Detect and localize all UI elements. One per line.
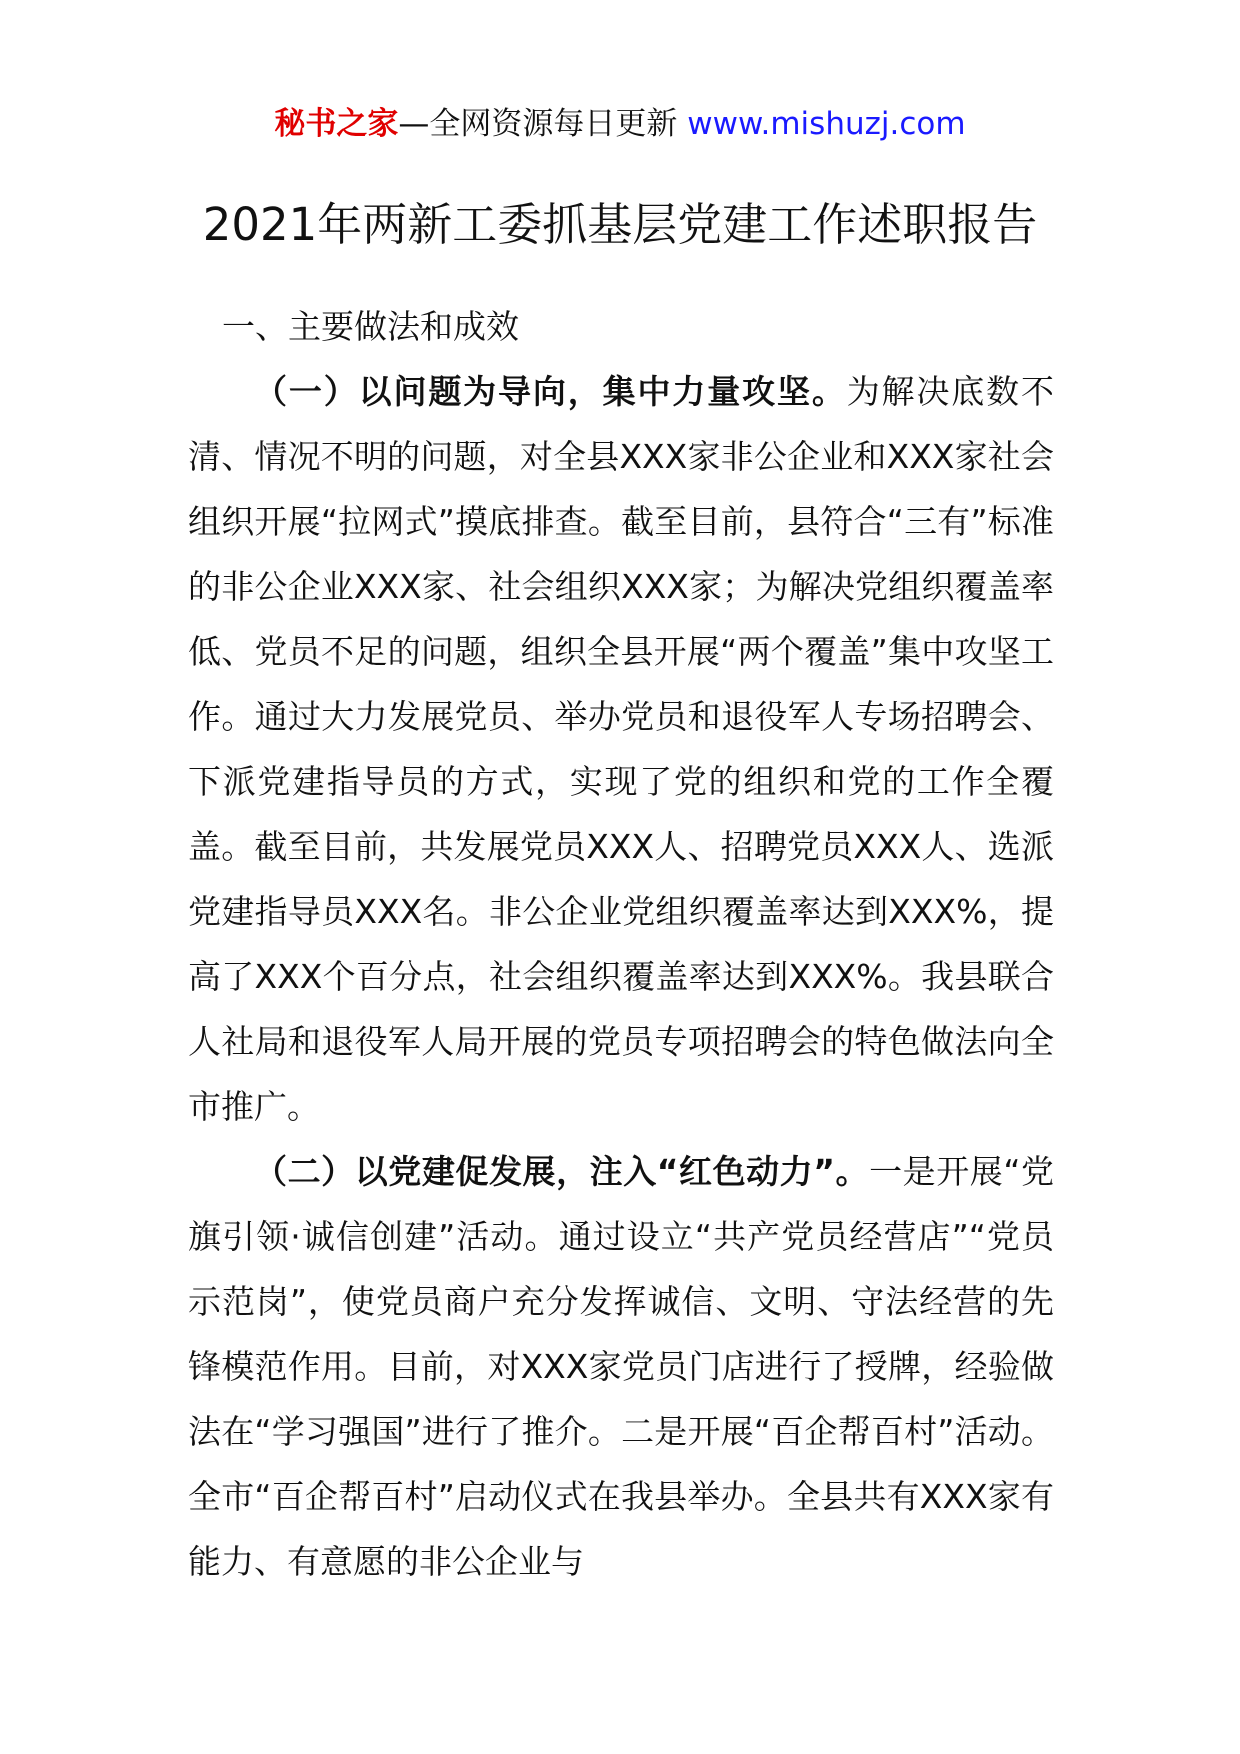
- document-body: [188, 294, 1054, 1594]
- site-header: [0, 100, 1240, 148]
- paragraph-2-lead: （二）以党建促发展，注入“红色动力”。: [254, 1152, 870, 1191]
- paragraph-1: [188, 359, 1054, 1139]
- paragraph-2-text: 一是开展“党旗引领·诚信创建”活动。通过设立“共产党员经营店”“党员示范岗”，使党员商户充分发挥诚信、文明、守法经营的先锋模范作用。目前，对XXX家党员门店进行了授牌，经验做法在“学习强国”进行了推介。二是开展“百企帮百村”活动。全市“百企帮百村”启动仪式在我县举办。全县共有XXX家有能力、有意愿的非公企业与: [188, 1152, 1054, 1581]
- header-tagline: —全网资源每日更新: [398, 106, 678, 142]
- brand-name: 秘书之家: [274, 106, 399, 142]
- section-heading: 一、主要做法和成效: [222, 307, 519, 346]
- paragraph-1-text: 为解决底数不清、情况不明的问题，对全县XXX家非公企业和XXX家社会组织开展“拉网式”摸底排查。截至目前，县符合“三有”标准的非公企业XXX家、社会组织XXX家；为解决党组织覆盖率低、党员不足的问题，组织全县开展“两个覆盖”集中攻坚工作。通过大力发展党员、举办党员和退役军人专场招聘会、下派党建指导员的方式，实现了党的组织和党的工作全覆盖。截至目前，共发展党员XXX人、招聘党员XXX人、选派党建指导员XXX名。非公企业党组织覆盖率达到XXX%，提高了XXX个百分点，社会组织覆盖率达到XXX%。我县联合人社局和退役军人局开展的党员专项招聘会的特色做法向全市推广。: [188, 372, 1055, 1126]
- paragraph-2: [188, 1139, 1054, 1594]
- paragraph-1-lead: （一）以问题为导向，集中力量攻坚。: [254, 372, 847, 411]
- document-title: 2021年两新工委抓基层党建工作述职报告: [202, 198, 1038, 251]
- site-url-link[interactable]: www.mishuzj.com: [687, 106, 966, 142]
